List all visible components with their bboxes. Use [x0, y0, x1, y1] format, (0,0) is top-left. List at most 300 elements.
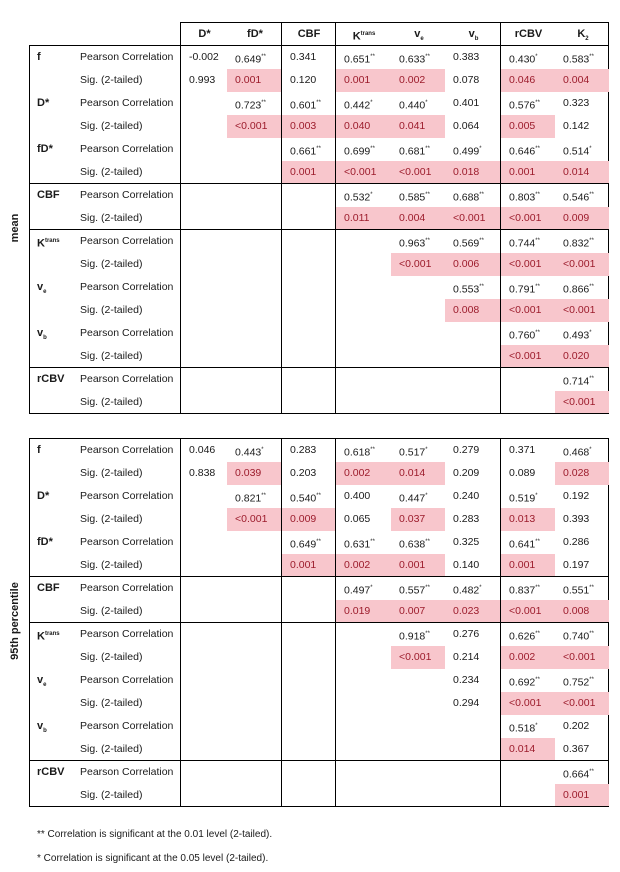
cell-Ktrans: 0.618** [344, 446, 375, 459]
cell-CBF: 0.601** [290, 99, 321, 112]
column-header-row [180, 22, 609, 45]
pearson-row [30, 623, 608, 646]
variable-label: $K^{trans}$ [37, 630, 60, 643]
footnote: * Correlation is significant at the 0.05 level (2-tailed). [37, 853, 269, 864]
significance-marker: ** [425, 631, 430, 637]
column-header-CBF: CBF [297, 28, 321, 40]
significance-marker: ** [535, 539, 540, 545]
sig-row [30, 738, 608, 761]
cell-rCBV: 0.002 [501, 646, 555, 669]
sig-row [30, 646, 608, 669]
cell-ve: 0.007 [391, 600, 445, 623]
significance-marker: * [589, 146, 592, 152]
sig-row [30, 207, 608, 230]
cell-rCBV: 0.760** [509, 329, 540, 342]
cell-CBF: 0.003 [282, 115, 335, 138]
cell-fDstar: 0.723** [235, 99, 266, 112]
significance-marker: ** [535, 631, 540, 637]
cell-fDstar: <0.001 [227, 508, 281, 531]
cell-CBF: 0.001 [282, 554, 335, 577]
cell-rCBV: <0.001 [501, 207, 555, 230]
cell-rCBV: 0.803** [509, 191, 540, 204]
significance-marker: ** [261, 54, 266, 60]
significance-marker: ** [425, 192, 430, 198]
cell-rCBV: <0.001 [501, 253, 555, 276]
pearson-label: Pearson Correlation [80, 674, 174, 686]
pearson-row [30, 368, 608, 391]
cell-rCBV: 0.089 [509, 467, 536, 479]
cell-CBF: 0.009 [282, 508, 335, 531]
sig-row [30, 692, 608, 715]
pearson-row [30, 715, 608, 738]
row-group [29, 576, 609, 622]
footnote: ** Correlation is significant at the 0.01 level (2-tailed). [37, 829, 273, 840]
cell-vb: 0.006 [445, 253, 500, 276]
variable-label: CBF [37, 189, 60, 201]
cell-fDstar: <0.001 [227, 115, 281, 138]
cell-vb: 0.023 [445, 600, 500, 623]
table-bottom-border [29, 806, 609, 807]
cell-ve: <0.001 [391, 646, 445, 669]
significance-marker: ** [589, 54, 594, 60]
cell-Ktrans: 0.002 [336, 462, 391, 485]
cell-vb: 0.209 [453, 467, 480, 479]
significance-marker: ** [535, 284, 540, 290]
sig-row [30, 554, 608, 577]
section-label: mean [9, 213, 21, 243]
sig-label: Sig. (2-tailed) [80, 697, 143, 709]
variable-label: $v_b$ [37, 327, 47, 342]
pearson-row [30, 138, 608, 161]
cell-vb: 0.325 [453, 536, 480, 548]
cell-vb: 0.283 [453, 513, 480, 525]
sig-row [30, 253, 608, 276]
significance-marker: ** [535, 100, 540, 106]
variable-label: rCBV [37, 373, 65, 385]
cell-K2: 0.014 [555, 161, 609, 184]
sig-row [30, 508, 608, 531]
pearson-row [30, 322, 608, 345]
cell-K2: 0.493* [563, 329, 592, 342]
pearson-label: Pearson Correlation [80, 327, 174, 339]
cell-K2: 0.286 [563, 536, 590, 548]
significance-marker: * [479, 585, 482, 591]
cell-vb: 0.214 [453, 651, 480, 663]
cell-fDstar: 0.001 [227, 69, 281, 92]
cell-vb: 0.569** [453, 237, 484, 250]
significance-marker: ** [589, 238, 594, 244]
cell-rCBV: 0.692** [509, 676, 540, 689]
significance-marker: ** [425, 238, 430, 244]
cell-fDstar: 0.443* [235, 446, 264, 459]
section-label: 95th percentile [9, 582, 21, 660]
cell-vb: 0.688** [453, 191, 484, 204]
sig-label: Sig. (2-tailed) [80, 396, 143, 408]
significance-marker: * [370, 192, 373, 198]
sig-row [30, 161, 608, 184]
cell-ve: 0.633** [399, 53, 430, 66]
significance-marker: ** [479, 238, 484, 244]
cell-rCBV: 0.646** [509, 145, 540, 158]
sig-label: Sig. (2-tailed) [80, 605, 143, 617]
variable-label: fD* [37, 536, 53, 548]
cell-Ktrans: 0.442* [344, 99, 373, 112]
significance-marker: ** [535, 677, 540, 683]
cell-rCBV: 0.519* [509, 492, 538, 505]
cell-Ktrans: 0.631** [344, 538, 375, 551]
cell-Dstar: 0.993 [189, 74, 216, 86]
column-header-K2: $K_2$ [577, 28, 589, 43]
sig-label: Sig. (2-tailed) [80, 467, 143, 479]
significance-marker: * [425, 100, 428, 106]
cell-vb: 0.018 [445, 161, 500, 184]
header-divider [335, 23, 336, 46]
cell-rCBV: 0.837** [509, 584, 540, 597]
pearson-row [30, 92, 608, 115]
significance-marker: * [589, 330, 592, 336]
variable-label: $K^{trans}$ [37, 237, 60, 250]
pearson-label: Pearson Correlation [80, 490, 174, 502]
cell-Ktrans: 0.497* [344, 584, 373, 597]
variable-label: rCBV [37, 766, 65, 778]
variable-label: $v_b$ [37, 720, 47, 735]
significance-marker: ** [316, 100, 321, 106]
cell-K2: 0.551** [563, 584, 594, 597]
cell-Ktrans: <0.001 [336, 161, 391, 184]
cell-ve: 0.557** [399, 584, 430, 597]
significance-marker: ** [425, 539, 430, 545]
cell-CBF: 0.661** [290, 145, 321, 158]
sig-label: Sig. (2-tailed) [80, 74, 143, 86]
cell-CBF: 0.120 [290, 74, 317, 86]
row-group [29, 183, 609, 229]
cell-rCBV: 0.576** [509, 99, 540, 112]
significance-marker: ** [535, 585, 540, 591]
cell-CBF: 0.001 [282, 161, 335, 184]
cell-K2: 0.020 [555, 345, 609, 368]
sig-label: Sig. (2-tailed) [80, 120, 143, 132]
header-divider [500, 23, 501, 46]
variable-label: D* [37, 490, 50, 502]
cell-K2: 0.001 [555, 784, 609, 807]
pearson-label: Pearson Correlation [80, 720, 174, 732]
pearson-row [30, 439, 608, 462]
cell-ve: 0.963** [399, 237, 430, 250]
pearson-row [30, 230, 608, 253]
cell-K2: 0.583** [563, 53, 594, 66]
cell-K2: 0.008 [555, 600, 609, 623]
cell-vb: 0.499* [453, 145, 482, 158]
column-header-Dstar: D* [198, 28, 211, 40]
pearson-label: Pearson Correlation [80, 51, 174, 63]
cell-ve: 0.681** [399, 145, 430, 158]
cell-K2: 0.004 [555, 69, 609, 92]
pearson-row [30, 184, 608, 207]
cell-ve: 0.918** [399, 630, 430, 643]
cell-CBF: 0.283 [290, 444, 317, 456]
significance-marker: ** [370, 146, 375, 152]
cell-ve: 0.041 [391, 115, 445, 138]
significance-marker: ** [589, 677, 594, 683]
cell-vb: 0.240 [453, 490, 480, 502]
cell-Ktrans: 0.651** [344, 53, 375, 66]
row-group [29, 45, 609, 183]
pearson-row [30, 485, 608, 508]
cell-Ktrans: 0.699** [344, 145, 375, 158]
variable-label: D* [37, 97, 50, 109]
significance-marker: ** [535, 192, 540, 198]
sig-label: Sig. (2-tailed) [80, 166, 143, 178]
sig-row [30, 345, 608, 368]
pearson-label: Pearson Correlation [80, 536, 174, 548]
significance-marker: ** [316, 146, 321, 152]
cell-K2: 0.740** [563, 630, 594, 643]
cell-rCBV: <0.001 [501, 600, 555, 623]
significance-marker: ** [535, 330, 540, 336]
table-bottom-border [29, 413, 609, 414]
cell-vb: 0.064 [453, 120, 480, 132]
cell-K2: 0.468* [563, 446, 592, 459]
cell-vb: 0.276 [453, 628, 480, 640]
cell-ve: 0.585** [399, 191, 430, 204]
cell-K2: 0.028 [555, 462, 609, 485]
cell-K2: 0.367 [563, 743, 590, 755]
cell-vb: 0.140 [453, 559, 480, 571]
variable-label: fD* [37, 143, 53, 155]
sig-row [30, 391, 608, 414]
sig-label: Sig. (2-tailed) [80, 559, 143, 571]
cell-K2: 0.832** [563, 237, 594, 250]
cell-rCBV: <0.001 [501, 692, 555, 715]
cell-CBF: 0.203 [290, 467, 317, 479]
header-divider [281, 23, 282, 46]
significance-marker: * [535, 54, 538, 60]
cell-Ktrans: 0.532* [344, 191, 373, 204]
pearson-label: Pearson Correlation [80, 189, 174, 201]
cell-vb: 0.234 [453, 674, 480, 686]
cell-K2: 0.714** [563, 375, 594, 388]
pearson-row [30, 577, 608, 600]
cell-vb: 0.008 [445, 299, 500, 322]
cell-K2: 0.664** [563, 768, 594, 781]
significance-marker: * [535, 493, 538, 499]
cell-K2: 0.323 [563, 97, 590, 109]
pearson-row [30, 531, 608, 554]
cell-CBF: 0.649** [290, 538, 321, 551]
significance-marker: * [535, 723, 538, 729]
pearson-row [30, 761, 608, 784]
cell-rCBV: 0.046 [501, 69, 555, 92]
cell-CBF: 0.540** [290, 492, 321, 505]
cell-vb: 0.294 [453, 697, 480, 709]
sig-label: Sig. (2-tailed) [80, 258, 143, 270]
sig-row [30, 115, 608, 138]
cell-rCBV: 0.005 [501, 115, 555, 138]
cell-vb: 0.553** [453, 283, 484, 296]
significance-marker: ** [479, 192, 484, 198]
row-group [29, 229, 609, 367]
cell-rCBV: 0.001 [501, 161, 555, 184]
pearson-label: Pearson Correlation [80, 582, 174, 594]
cell-fDstar: 0.821** [235, 492, 266, 505]
significance-marker: ** [425, 54, 430, 60]
cell-vb: <0.001 [445, 207, 500, 230]
sig-label: Sig. (2-tailed) [80, 651, 143, 663]
cell-vb: 0.383 [453, 51, 480, 63]
sig-label: Sig. (2-tailed) [80, 304, 143, 316]
sig-label: Sig. (2-tailed) [80, 212, 143, 224]
cell-vb: 0.401 [453, 97, 480, 109]
cell-rCBV: <0.001 [501, 345, 555, 368]
cell-rCBV: 0.013 [501, 508, 555, 531]
cell-rCBV: 0.014 [501, 738, 555, 761]
cell-K2: 0.393 [563, 513, 590, 525]
significance-marker: ** [589, 769, 594, 775]
sig-row [30, 600, 608, 623]
significance-marker: * [425, 493, 428, 499]
cell-rCBV: 0.518* [509, 722, 538, 735]
significance-marker: ** [535, 238, 540, 244]
significance-marker: ** [370, 539, 375, 545]
significance-marker: * [370, 100, 373, 106]
significance-marker: * [370, 585, 373, 591]
cell-ve: 0.002 [391, 69, 445, 92]
sig-row [30, 784, 608, 807]
cell-vb: 0.482* [453, 584, 482, 597]
significance-marker: * [479, 146, 482, 152]
pearson-label: Pearson Correlation [80, 235, 174, 247]
cell-rCBV: 0.001 [501, 554, 555, 577]
significance-marker: * [425, 447, 428, 453]
significance-marker: ** [370, 447, 375, 453]
pearson-label: Pearson Correlation [80, 281, 174, 293]
variable-label: $v_e$ [37, 674, 47, 689]
sig-row [30, 69, 608, 92]
cell-K2: 0.197 [563, 559, 590, 571]
cell-Ktrans: 0.040 [336, 115, 391, 138]
significance-marker: ** [316, 493, 321, 499]
cell-Ktrans: 0.065 [344, 513, 371, 525]
cell-K2: <0.001 [555, 391, 609, 414]
cell-K2: 0.192 [563, 490, 590, 502]
sig-label: Sig. (2-tailed) [80, 513, 143, 525]
sig-label: Sig. (2-tailed) [80, 350, 143, 362]
cell-rCBV: 0.626** [509, 630, 540, 643]
cell-ve: 0.004 [391, 207, 445, 230]
cell-K2: <0.001 [555, 646, 609, 669]
cell-fDstar: 0.039 [227, 462, 281, 485]
pearson-label: Pearson Correlation [80, 444, 174, 456]
cell-ve: <0.001 [391, 253, 445, 276]
cell-K2: 0.866** [563, 283, 594, 296]
significance-marker: * [261, 447, 264, 453]
significance-marker: ** [370, 54, 375, 60]
row-group [29, 760, 609, 806]
significance-marker: ** [479, 284, 484, 290]
cell-rCBV: 0.371 [509, 444, 536, 456]
cell-ve: 0.447* [399, 492, 428, 505]
pearson-label: Pearson Correlation [80, 143, 174, 155]
sig-row [30, 299, 608, 322]
cell-ve: 0.440* [399, 99, 428, 112]
column-header-Ktrans: $K^{trans}$ [352, 30, 376, 43]
cell-vb: 0.279 [453, 444, 480, 456]
row-group [29, 367, 609, 413]
significance-marker: ** [261, 100, 266, 106]
pearson-label: Pearson Correlation [80, 97, 174, 109]
significance-marker: ** [589, 192, 594, 198]
cell-K2: <0.001 [555, 692, 609, 715]
cell-Ktrans: 0.400 [344, 490, 371, 502]
sig-row [30, 462, 608, 485]
column-header-ve: $v_e$ [414, 28, 424, 43]
cell-Dstar: -0.002 [189, 51, 219, 63]
pearson-row [30, 669, 608, 692]
pearson-label: Pearson Correlation [80, 373, 174, 385]
cell-K2: 0.752** [563, 676, 594, 689]
cell-ve: 0.638** [399, 538, 430, 551]
significance-marker: ** [589, 631, 594, 637]
cell-rCBV: 0.641** [509, 538, 540, 551]
cell-K2: 0.514* [563, 145, 592, 158]
cell-ve: 0.517* [399, 446, 428, 459]
significance-marker: ** [425, 585, 430, 591]
cell-K2: 0.142 [563, 120, 590, 132]
variable-label: CBF [37, 582, 60, 594]
significance-marker: ** [316, 539, 321, 545]
column-header-vb: $v_b$ [468, 28, 479, 43]
cell-Ktrans: 0.019 [336, 600, 391, 623]
pearson-row [30, 276, 608, 299]
sig-label: Sig. (2-tailed) [80, 743, 143, 755]
cell-ve: 0.037 [391, 508, 445, 531]
pearson-label: Pearson Correlation [80, 628, 174, 640]
cell-Ktrans: 0.011 [336, 207, 391, 230]
cell-rCBV: <0.001 [501, 299, 555, 322]
cell-K2: 0.202 [563, 720, 590, 732]
column-header-rCBV: rCBV [514, 28, 543, 40]
variable-label: $v_e$ [37, 281, 47, 296]
cell-Dstar: 0.838 [189, 467, 216, 479]
cell-K2: <0.001 [555, 253, 609, 276]
cell-CBF: 0.341 [290, 51, 317, 63]
significance-marker: ** [261, 493, 266, 499]
cell-ve: 0.001 [391, 554, 445, 577]
cell-rCBV: 0.430* [509, 53, 538, 66]
cell-K2: 0.546** [563, 191, 594, 204]
significance-marker: ** [589, 284, 594, 290]
pearson-row [30, 46, 608, 69]
cell-K2: 0.009 [555, 207, 609, 230]
cell-fDstar: 0.649** [235, 53, 266, 66]
significance-marker: ** [535, 146, 540, 152]
column-header-fDstar: fD* [247, 28, 263, 40]
variable-label: f [37, 444, 41, 456]
significance-marker: ** [589, 585, 594, 591]
cell-ve: <0.001 [391, 161, 445, 184]
row-group [29, 438, 609, 576]
significance-marker: ** [425, 146, 430, 152]
cell-Ktrans: 0.001 [336, 69, 391, 92]
cell-Ktrans: 0.002 [336, 554, 391, 577]
cell-ve: 0.014 [391, 462, 445, 485]
sig-label: Sig. (2-tailed) [80, 789, 143, 801]
significance-marker: * [589, 447, 592, 453]
cell-Dstar: 0.046 [189, 444, 216, 456]
cell-rCBV: 0.744** [509, 237, 540, 250]
pearson-label: Pearson Correlation [80, 766, 174, 778]
cell-vb: 0.078 [453, 74, 480, 86]
